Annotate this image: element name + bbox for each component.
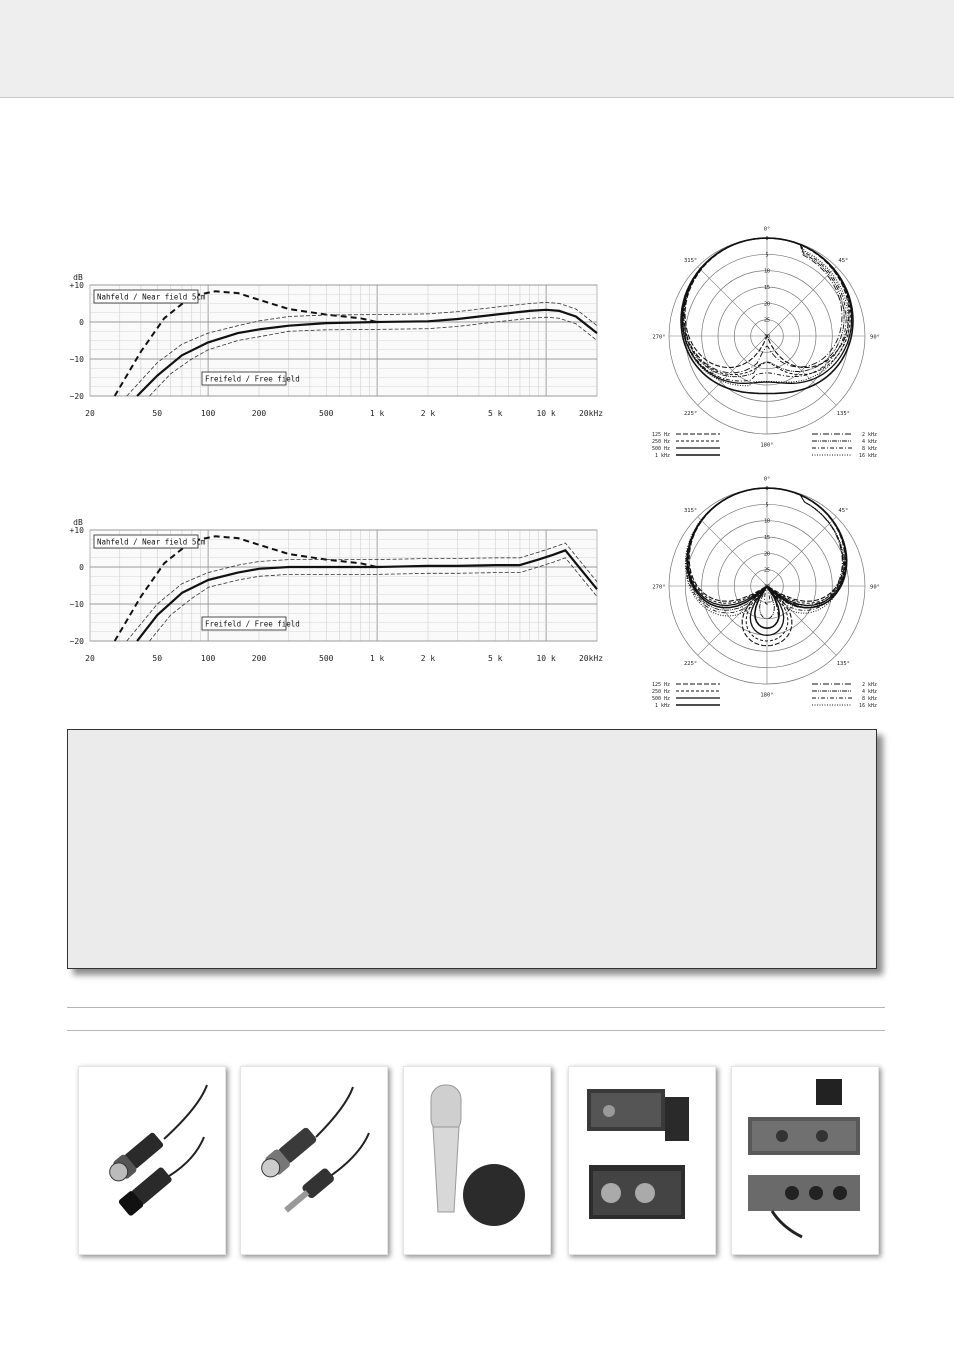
legend-label: 250 Hz — [651, 689, 670, 695]
y-tick-label: +10 — [69, 281, 84, 290]
accessory-card[interactable] — [240, 1066, 388, 1255]
frequency-response-chart-2 — [60, 510, 620, 670]
info-box — [67, 729, 877, 969]
radial-label: 0 — [765, 236, 769, 242]
angle-label: 180° — [760, 442, 774, 449]
polar-spoke — [767, 517, 836, 586]
x-tick-label: 2 k — [420, 654, 436, 663]
radial-label: 15 — [763, 535, 771, 541]
angle-label: 135° — [836, 660, 850, 667]
x-tick-label: 20kHz — [578, 409, 604, 418]
legend-label: 1 kHz — [654, 453, 670, 459]
x-tick-label: 1 k — [369, 654, 385, 663]
angle-label: 225° — [684, 660, 698, 667]
y-tick-label: −10 — [69, 355, 84, 364]
x-tick-label: 200 — [251, 654, 267, 663]
angle-label: 315° — [684, 508, 698, 515]
x-tick-label: 100 — [200, 654, 216, 663]
radial-label: 20 — [763, 301, 771, 308]
x-tick-label: 2 k — [420, 409, 436, 418]
polar-pattern-chart-1 — [640, 220, 900, 465]
x-tick-label: 20 — [85, 409, 95, 418]
y-tick-label: −10 — [69, 600, 84, 609]
legend-label: 500 Hz — [651, 696, 670, 702]
accessory-card[interactable] — [78, 1066, 226, 1255]
accessory-card[interactable] — [403, 1066, 551, 1255]
x-tick-label: 20kHz — [578, 654, 604, 663]
legend-label: 125 Hz — [651, 682, 670, 688]
radial-label: 5 — [765, 252, 769, 259]
x-tick-label: 5 k — [488, 409, 503, 418]
y-axis-label: dB — [73, 518, 83, 527]
polar-spoke — [767, 336, 836, 405]
accessory-card[interactable] — [731, 1066, 879, 1255]
legend-label: 500 Hz — [651, 446, 670, 452]
angle-label: 270° — [652, 584, 666, 591]
frequency-response-chart-1 — [60, 265, 620, 425]
radial-label: 30 — [763, 584, 771, 590]
header-band — [0, 0, 954, 98]
x-tick-label: 50 — [152, 409, 163, 418]
y-tick-label: 0 — [79, 563, 84, 572]
annotation-free-field: Freifeld / Free field — [205, 374, 300, 384]
polar-spoke — [698, 267, 767, 336]
angle-label: 180° — [760, 692, 774, 699]
annotation-near-field: Nahfeld / Near field 5cm — [97, 292, 206, 302]
legend-label: 16 kHz — [858, 453, 877, 459]
radial-label: 25 — [763, 317, 771, 324]
x-tick-label: 20 — [85, 654, 95, 663]
radial-label: 10 — [763, 518, 771, 525]
legend-label: 8 kHz — [861, 696, 877, 702]
polar-pattern-chart-2 — [640, 470, 900, 715]
y-tick-label: −20 — [69, 392, 84, 401]
angle-label: 45° — [838, 508, 849, 515]
x-tick-label: 500 — [319, 409, 334, 418]
polar-curve — [683, 238, 844, 377]
polar-spoke — [698, 336, 767, 405]
angle-label: 90° — [870, 584, 880, 591]
xlr-cable-icon — [79, 1067, 225, 1254]
radial-label: 0 — [765, 486, 769, 492]
y-axis-label: dB — [73, 273, 83, 282]
x-tick-label: 1 k — [369, 409, 385, 418]
polar-spoke — [698, 517, 767, 586]
legend-label: 1 kHz — [654, 703, 670, 709]
legend-label: 2 kHz — [861, 432, 877, 438]
angle-label: 90° — [870, 334, 880, 341]
radial-label: 30 — [763, 334, 771, 340]
legend-label: 4 kHz — [861, 689, 877, 695]
divider-top — [67, 1007, 885, 1008]
x-tick-label: 10 k — [536, 409, 556, 418]
legend-label: 250 Hz — [651, 439, 670, 445]
x-tick-label: 500 — [319, 654, 334, 663]
x-tick-label: 10 k — [536, 654, 556, 663]
radial-label: 10 — [763, 268, 771, 275]
accessory-card[interactable] — [568, 1066, 716, 1255]
xlr-jack-cable-icon — [241, 1067, 387, 1254]
angle-label: 0° — [763, 476, 771, 483]
y-tick-label: 0 — [79, 318, 84, 327]
angle-label: 225° — [684, 410, 698, 417]
power-supply-unit-icon — [732, 1067, 878, 1254]
legend-label: 125 Hz — [651, 432, 670, 438]
angle-label: 135° — [836, 410, 850, 417]
legend-label: 4 kHz — [861, 439, 877, 445]
y-tick-label: +10 — [69, 526, 84, 535]
angle-label: 315° — [684, 258, 698, 265]
radial-label: 25 — [763, 567, 771, 574]
radial-label: 5 — [765, 502, 769, 509]
y-tick-label: −20 — [69, 637, 84, 646]
x-tick-label: 200 — [251, 409, 267, 418]
angle-label: 270° — [652, 334, 666, 341]
microphone-windscreen-icon — [404, 1067, 550, 1254]
polar-spoke — [767, 267, 836, 336]
angle-label: 45° — [838, 258, 849, 265]
annotation-near-field: Nahfeld / Near field 5cm — [97, 537, 206, 547]
x-tick-label: 5 k — [488, 654, 503, 663]
radial-label: 15 — [763, 285, 771, 291]
divider-bottom — [67, 1030, 885, 1031]
legend-label: 2 kHz — [861, 682, 877, 688]
legend-label: 8 kHz — [861, 446, 877, 452]
polar-curve — [682, 238, 848, 386]
radial-label: 20 — [763, 551, 771, 558]
x-tick-label: 50 — [152, 654, 163, 663]
x-tick-label: 100 — [200, 409, 216, 418]
legend-label: 16 kHz — [858, 703, 877, 709]
phantom-power-adapter-icon — [569, 1067, 715, 1254]
annotation-free-field: Freifeld / Free field — [205, 619, 300, 629]
angle-label: 0° — [763, 226, 771, 233]
